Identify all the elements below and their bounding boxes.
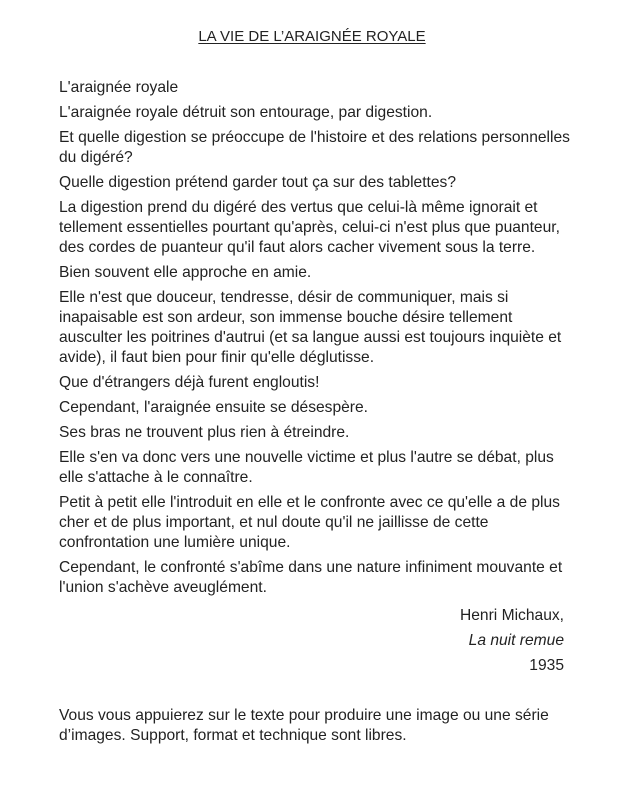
poem-paragraph: Bien souvent elle approche en amie. bbox=[59, 264, 312, 281]
poem-paragraph: Quelle digestion prétend garder tout ça sur des tablettes? bbox=[59, 174, 457, 191]
poem-paragraph: La digestion prend du digéré des vertus que celui-là même ignorait et tellement essentielles pourtant qu'après, celui-ci n'est plus que puanteur, des cordes de puanteur qu'il faut alors cacher vivement sous la terre. bbox=[59, 199, 560, 256]
poem-paragraph: Cependant, l'araignée ensuite se désespère. bbox=[59, 399, 369, 416]
poem-paragraph: Elle n'est que douceur, tendresse, désir de communiquer, mais si inapaisable est son ardeur, son immense bouche désire tellement ausculter les poitrines d'autrui (et sa langue aussi est toujours inquiète et avide), il faut bien pour finir qu'elle déglutisse. bbox=[59, 289, 562, 366]
signature bbox=[460, 603, 564, 678]
poem-paragraph: Petit à petit elle l'introduit en elle et le confronte avec ce qu'elle a de plus cher et de plus important, et nul doute qu'il ne jaillisse de cette confrontation une lumière unique. bbox=[59, 494, 560, 551]
poem-paragraph: Que d'étrangers déjà furent engloutis! bbox=[59, 374, 320, 391]
poem-paragraph: Et quelle digestion se préoccupe de l'histoire et des relations personnelles du digéré? bbox=[59, 129, 570, 166]
poem-paragraph: L'araignée royale détruit son entourage, par digestion. bbox=[59, 104, 433, 121]
assignment-instruction: Vous vous appuierez sur le texte pour produire une image ou une série d’images. Support, format et technique sont libres. bbox=[59, 707, 549, 744]
poem-paragraph: Ses bras ne trouvent plus rien à étreindre. bbox=[59, 424, 350, 441]
signature-book: La nuit remue bbox=[468, 632, 564, 649]
poem-paragraph: L'araignée royale bbox=[59, 79, 179, 96]
signature-author: Henri Michaux, bbox=[460, 607, 564, 624]
poem-paragraph: Elle s'en va donc vers une nouvelle victime et plus l'autre se débat, plus elle s'attache à le connaître. bbox=[59, 449, 554, 486]
poem-paragraph: Cependant, le confronté s'abîme dans une nature infiniment mouvante et l'union s'achève aveuglément. bbox=[59, 559, 563, 596]
poem-body bbox=[59, 78, 571, 603]
signature-year: 1935 bbox=[529, 657, 564, 674]
document-title: LA VIE DE L’ARAIGNÉE ROYALE bbox=[198, 28, 426, 45]
